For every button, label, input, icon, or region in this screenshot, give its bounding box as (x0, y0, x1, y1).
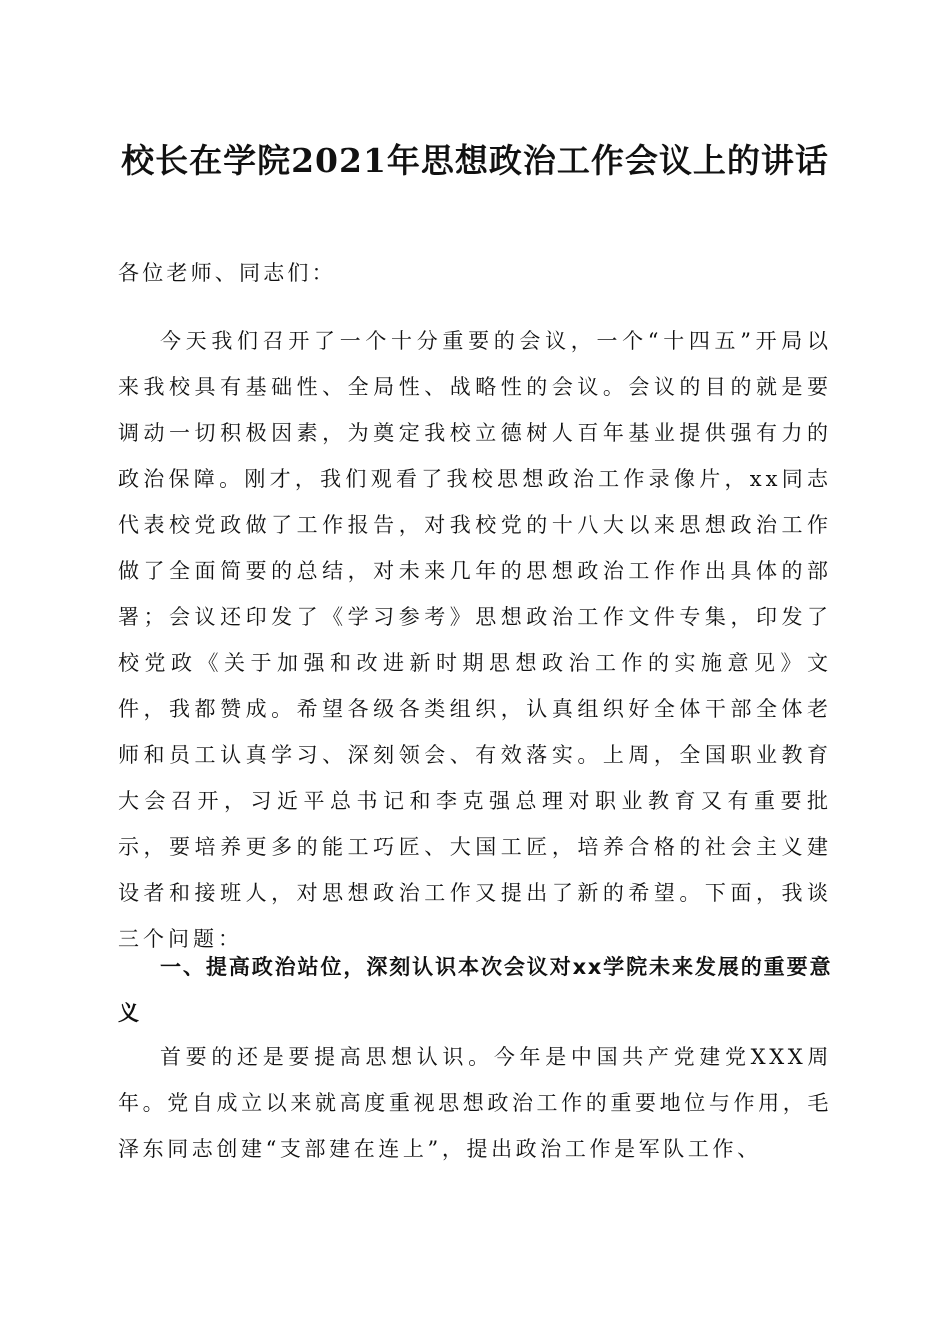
document-title: 校长在学院2021年思想政治工作会议上的讲话 (121, 141, 829, 180)
section-heading-1: 一、提高政治站位，深刻认识本次会议对xx学院未来发展的重要意义 (118, 955, 832, 1025)
salutation: 各位老师、同志们： (118, 261, 336, 285)
paragraph-section-1: 首要的还是要提高思想认识。今年是中国共产党建党XXX周年。党自成立以来就高度重视思想政治工作的重要地位与作用，毛泽东同志创建“支部建在连上”，提出政治工作是军队工作、 (118, 1045, 832, 1161)
paragraph-intro: 今天我们召开了一个十分重要的会议，一个“十四五”开局以来我校具有基础性、全局性、战略性的会议。会议的目的就是要调动一切积极因素，为奠定我校立德树人百年基业提供强有力的政治保障。刚才，我们观看了我校思想政治工作录像片，xx同志代表校党政做了工作报告，对我校党的十八大以来思想政治工作做了全面简要的总结，对未来几年的思想政治工作作出具体的部署；会议还印发了《学习参考》思想政治工作文件专集，印发了校党政《关于加强和改进新时期思想政治工作的实施意见》文件，我都赞成。希望各级各类组织，认真组织好全体干部全体老师和员工认真学习、深刻领会、有效落实。上周，全国职业教育大会召开，习近平总书记和李克强总理对职业教育又有重要批示，要培养更多的能工巧匠、大国工匠，培养合格的社会主义建设者和接班人，对思想政治工作又提出了新的希望。下面，我谈三个问题： (118, 329, 832, 951)
